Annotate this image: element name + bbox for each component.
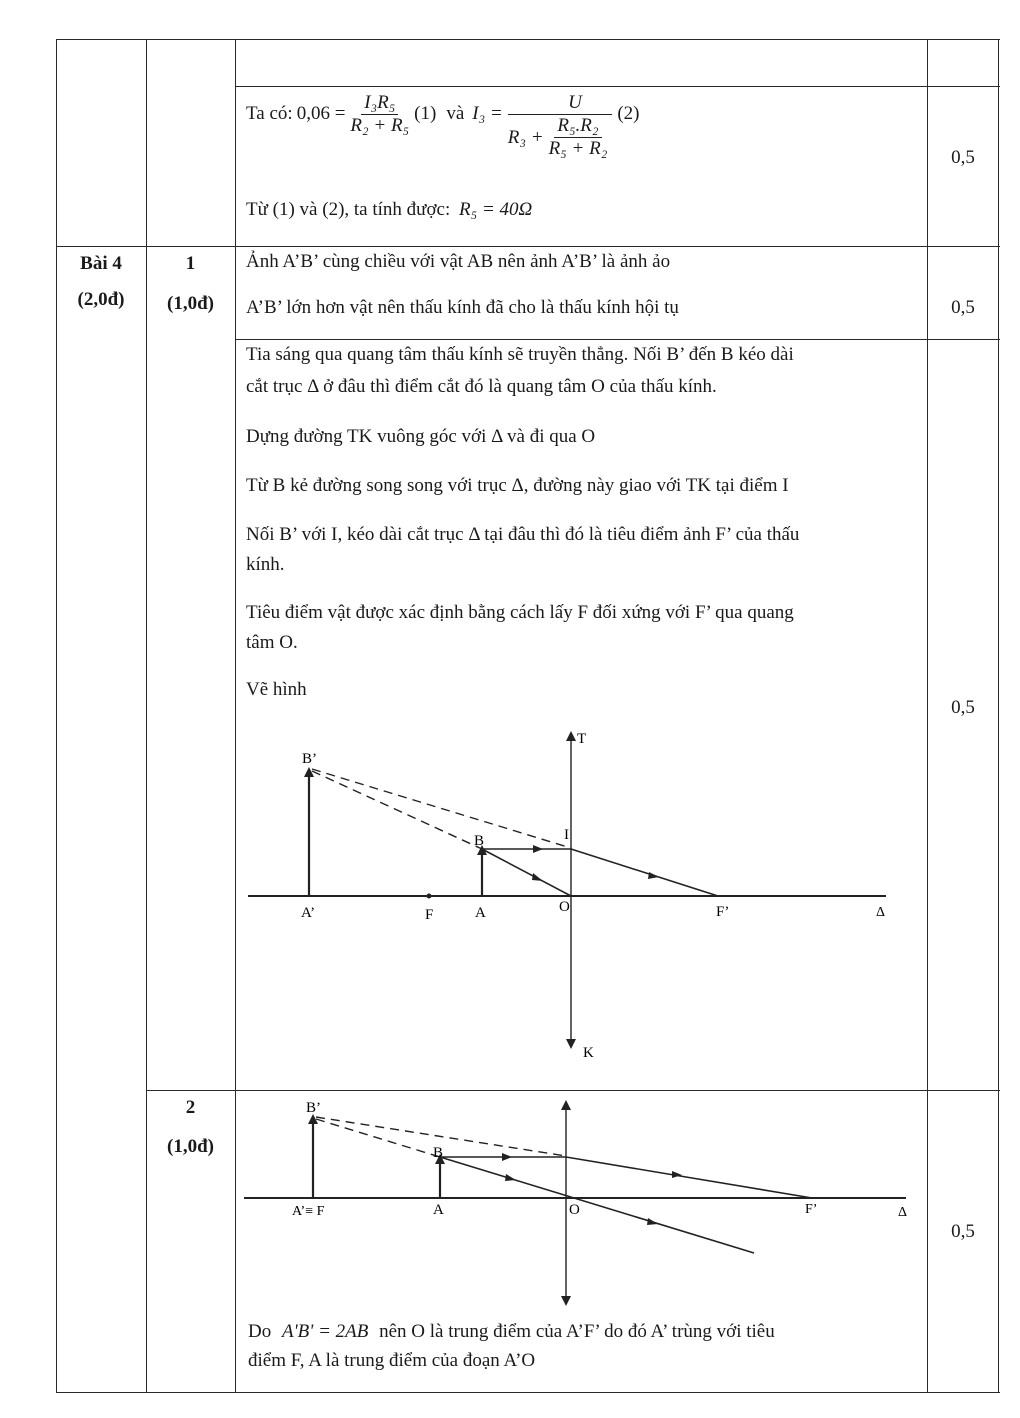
label2-bp: B’ (306, 1100, 321, 1116)
label-t: T (577, 731, 587, 747)
label2-fp: F’ (805, 1202, 818, 1217)
score-top: 0,5 (951, 147, 975, 168)
part2-text-line2: điểm F, A là trung điểm của đoạn A’O (248, 1350, 536, 1371)
part1-para5a: Tiêu điểm vật được xác định bằng cách lấy F đối xứng với F’ qua quang (246, 602, 794, 623)
ray-b-o (482, 849, 571, 896)
part1-score1: 0,5 (951, 297, 975, 318)
ray-i-fp (571, 849, 718, 896)
label-f: F (425, 907, 434, 923)
lens-diagram-2 (240, 1094, 920, 1314)
bai4-points: (2,0đ) (77, 289, 125, 310)
part1-line1: Ảnh A’B’ cùng chiều với vật AB nên ảnh A’B’ là ảnh ảo (246, 251, 671, 272)
part1-para6: Vẽ hình (246, 679, 307, 700)
eq2-den-a: R₃ + (507, 126, 544, 148)
eq2-inner-den: R₅ + R₂ (548, 138, 608, 159)
part1-line2: A’B’ lớn hơn vật nên thấu kính đã cho là thấu kính hội tụ (246, 297, 679, 318)
lens-arrow-bottom (566, 1039, 576, 1049)
part2-text-pre: Do (248, 1321, 272, 1342)
eq2-inner-num: R₅.R₂ (554, 115, 601, 138)
label-b: B (474, 833, 485, 849)
label2-apf: A’≡ F (292, 1204, 325, 1219)
part2-text-line1 (248, 1320, 775, 1344)
eq1-lhs: 0,06 = (296, 103, 346, 124)
label2-delta: Δ (898, 1205, 908, 1220)
formula-prefix: Ta có: (246, 103, 293, 124)
label-o: O (559, 899, 570, 915)
part1-para2: Dựng đường TK vuông góc với Δ và đi qua O (246, 426, 596, 447)
eq1-fraction (347, 92, 412, 137)
focus-f-dot (427, 894, 432, 899)
label-i: I (564, 827, 569, 843)
ray-through-o-2 (440, 1157, 754, 1253)
part1-para1a: Tia sáng qua quang tâm thấu kính sẽ truyền thẳng. Nối B’ đến B kéo dài (246, 344, 794, 365)
label-k: K (583, 1045, 594, 1061)
label2-b: B (433, 1145, 444, 1161)
eq2-numerator: U (508, 92, 612, 115)
label-fp: F’ (716, 904, 730, 920)
ray-to-fp-2 (566, 1157, 812, 1198)
part1-label: 1 (185, 253, 196, 274)
eq2-fraction (505, 92, 616, 160)
result-text: Từ (1) và (2), ta tính được: (246, 199, 451, 220)
part2-score: 0,5 (951, 1221, 975, 1242)
part1-para4a: Nối B’ với I, kéo dài cắt trục Δ tại đâu thì đó là tiêu điểm ảnh F’ của thấu (246, 524, 800, 545)
eq1-tag: (1) (414, 103, 437, 124)
eq2-denominator (505, 115, 616, 160)
eq2-inner-fraction (546, 115, 611, 160)
label-a: A (475, 905, 486, 921)
dashed-ray-2b (316, 1119, 440, 1157)
lens-arrow-top (566, 731, 576, 741)
eq2-lhs: I₃ = (472, 103, 503, 124)
dashed-ray-bp-i (312, 769, 571, 848)
label2-o: O (569, 1202, 580, 1218)
part1-para5b: tâm O. (246, 632, 298, 653)
part1-points: (1,0đ) (167, 293, 214, 314)
eq1-denominator: R₂ + R₅ (350, 115, 410, 136)
part1-para1b: cắt trục Δ ở đâu thì điểm cắt đó là quang tâm O của thấu kính. (246, 376, 717, 397)
label-ap: A’ (301, 905, 316, 921)
lens-diagram-1 (240, 725, 900, 1065)
dashed-ray-bp-b (312, 771, 485, 849)
part1-score2: 0,5 (951, 697, 975, 718)
bai4-label: Bài 4 (80, 253, 122, 274)
label2-a: A (433, 1202, 444, 1218)
label-delta: Δ (876, 905, 886, 920)
result-value: R₅ = 40Ω (458, 199, 533, 220)
part2-label: 2 (185, 1097, 196, 1118)
label-bp: B’ (302, 751, 317, 767)
formula-conj: và (446, 103, 465, 124)
part1-para3: Từ B kẻ đường song song với trục Δ, đường này giao với TK tại điểm I (246, 475, 789, 496)
eq2-tag: (2) (617, 103, 640, 124)
result-line (246, 198, 532, 222)
part2-points: (1,0đ) (167, 1136, 214, 1157)
part2-text-post: nên O là trung điểm của A’F’ do đó A’ trùng với tiêu (379, 1321, 775, 1342)
eq1-numerator: I₃R₅ (361, 92, 398, 115)
part2-formula: A'B' = 2AB (281, 1321, 369, 1342)
formula-line (246, 92, 639, 172)
part1-para4b: kính. (246, 554, 285, 575)
